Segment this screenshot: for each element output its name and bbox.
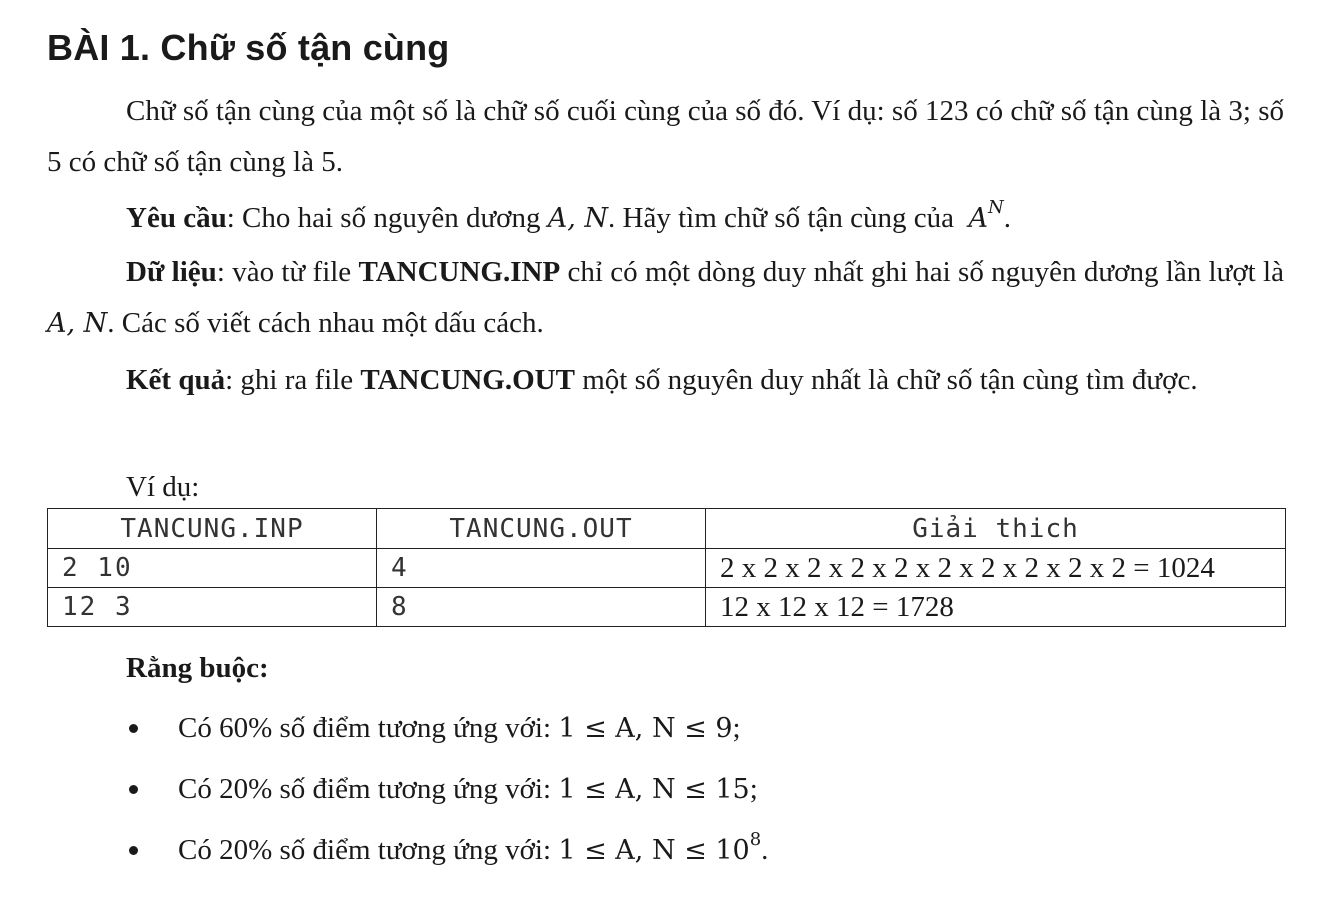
input-vars: A, N [47,308,108,339]
power-base: A [968,203,988,234]
constraints-heading: Rằng buộc: [126,652,269,684]
constraint-exponent: 8 [749,829,762,851]
header-explanation: Giải thich [706,509,1286,549]
example-label: Ví dụ: [126,471,200,503]
constraint-text: Có 20% số điểm tương ứng với: [178,834,559,866]
output-text-after: một số nguyên duy nhất là chữ số tận cùng tìm được. [574,364,1198,396]
constraint-math: 1 ≤ A, N ≤ 9 [558,713,733,744]
table-row [48,588,1286,627]
cell-output: 4 [377,549,706,588]
constraint-math: 1 ≤ A, N ≤ 10 [558,835,750,866]
header-input-file: TANCUNG.INP [48,509,377,549]
bullet-icon [129,724,138,733]
requirement-text-middle: . Hãy tìm chữ số tận cùng của [608,202,962,234]
requirement-vars: A, N [547,203,609,234]
table-header-row [48,509,1286,549]
requirement-text-before: : Cho hai số nguyên dương [226,202,548,234]
input-text-before: : vào từ file [216,256,359,288]
cell-output: 8 [377,588,706,627]
power-exponent: N [987,197,1004,219]
input-text-middle: chỉ có một dòng duy nhất ghi hai số nguyên dương lần lượt là [560,256,1284,288]
list-item [47,826,1284,887]
constraint-math: 1 ≤ A, N ≤ 15 [558,774,750,805]
constraints-list [47,704,1284,887]
constraint-text: Có 20% số điểm tương ứng với: [178,773,559,805]
constraint-end: . [761,834,769,866]
constraint-text: Có 60% số điểm tương ứng với: [178,712,559,744]
list-item [47,704,1284,765]
problem-title: BÀI 1. Chữ số tận cùng [47,27,450,68]
output-label: Kết quả [126,364,226,396]
input-text-after: . Các số viết cách nhau một dấu cách. [107,307,544,339]
requirement-label: Yêu cầu [126,202,227,234]
input-file-name: TANCUNG.INP [358,256,561,288]
cell-input: 12 3 [48,588,377,627]
intro-paragraph: Chữ số tận cùng của một số là chữ số cuối cùng của số đó. Ví dụ: số 123 có chữ số tận cùng là 3; số 5 có chữ số tận cùng là 5. [47,95,1284,178]
header-output-file: TANCUNG.OUT [377,509,706,549]
requirement-text-after: . [1003,202,1011,234]
output-file-name: TANCUNG.OUT [360,364,575,396]
cell-input: 2 10 [48,549,377,588]
output-paragraph [47,355,1284,406]
bullet-icon [129,846,138,855]
cell-explanation: 2 x 2 x 2 x 2 x 2 x 2 x 2 x 2 x 2 x 2 = 1024 [706,549,1286,588]
table-row [48,549,1286,588]
requirement-paragraph [47,193,1284,244]
cell-explanation: 12 x 12 x 12 = 1728 [706,588,1286,627]
bullet-icon [129,785,138,794]
input-paragraph [47,247,1284,349]
input-label: Dữ liệu [126,256,217,288]
constraint-end: ; [749,773,758,805]
list-item [47,765,1284,826]
output-text-before: : ghi ra file [225,364,361,396]
constraint-end: ; [732,712,741,744]
example-table [47,508,1286,627]
